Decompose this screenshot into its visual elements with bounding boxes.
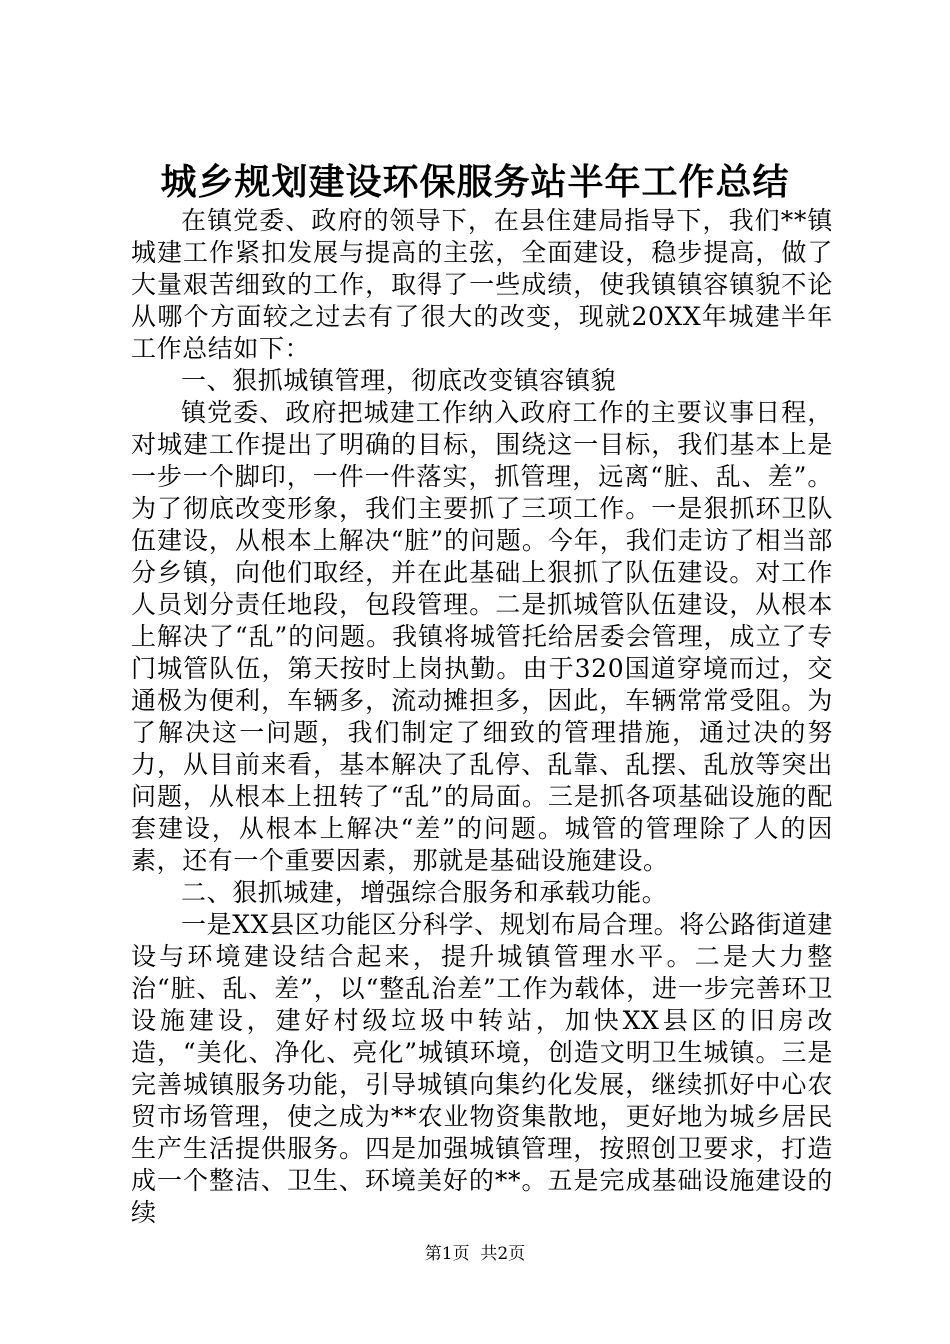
paragraph-intro: 在镇党委、政府的领导下，在县住建局指导下，我们**镇城建工作紧扣发展与提高的主弦，全面建设，稳步提高，做了大量艰苦细致的工作，取得了一些成绩，使我镇镇容镇貌不论从哪个方面较之过去有了很大的改变，现就20XX年城建半年工作总结如下： [131,206,833,363]
page-total: 共2页 [480,1244,526,1264]
section-heading-1: 一、狠抓城镇管理，彻底改变镇容镇貌 [181,366,617,395]
document-body [131,205,833,1229]
document-title: 城乡规划建设环保服务站半年工作总结 [160,161,790,203]
section-heading-2: 二、狠抓城建，增强综合服务和承载功能。 [181,878,668,907]
page-number: 第1页 [424,1244,470,1264]
page-footer [0,1242,950,1266]
paragraph-section-2: 一是XX县区功能区分科学、规划布局合理。将公路街道建设与环境建设结合起来，提升城镇管理水平。二是大力整治“脏、乱、差”，以“整乱治差”工作为载体，进一步完善环卫设施建设，建好村级垃圾中转站，加快XX县区的旧房改造，“美化、净化、亮化”城镇环境，创造文明卫生城镇。三是完善城镇服务功能，引导城镇向集约化发展，继续抓好中心农贸市场管理，使之成为**农业物资集散地，更好地为城乡居民生产生活提供服务。四是加强城镇管理，按照创卫要求，打造成一个整洁、卫生、环境美好的**。五是完成基础设施建设的续 [131,910,833,1227]
paragraph-section-1: 镇党委、政府把城建工作纳入政府工作的主要议事日程，对城建工作提出了明确的目标，围绕这一目标，我们基本上是一步一个脚印，一件一件落实，抓管理，远离“脏、乱、差”。为了彻底改变形象，我们主要抓了三项工作。一是狠抓环卫队伍建设，从根本上解决“脏”的问题。今年，我们走访了相当部分乡镇，向他们取经，并在此基础上狠抓了队伍建设。对工作人员划分责任地段，包段管理。二是抓城管队伍建设，从根本上解决了“乱”的问题。我镇将城管托给居委会管理，成立了专门城管队伍，第天按时上岗执勤。由于320国道穿境而过，交通极为便利，车辆多，流动摊担多，因此，车辆常常受阻。为了解决这一问题，我们制定了细致的管理措施，通过决的努力，从目前来看，基本解决了乱停、乱靠、乱摆、乱放等突出问题，从根本上扭转了“乱”的局面。三是抓各项基础设施的配套建设，从根本上解决“差”的问题。城管的管理除了人的因素，还有一个重要因素，那就是基础设施建设。 [131,398,833,875]
